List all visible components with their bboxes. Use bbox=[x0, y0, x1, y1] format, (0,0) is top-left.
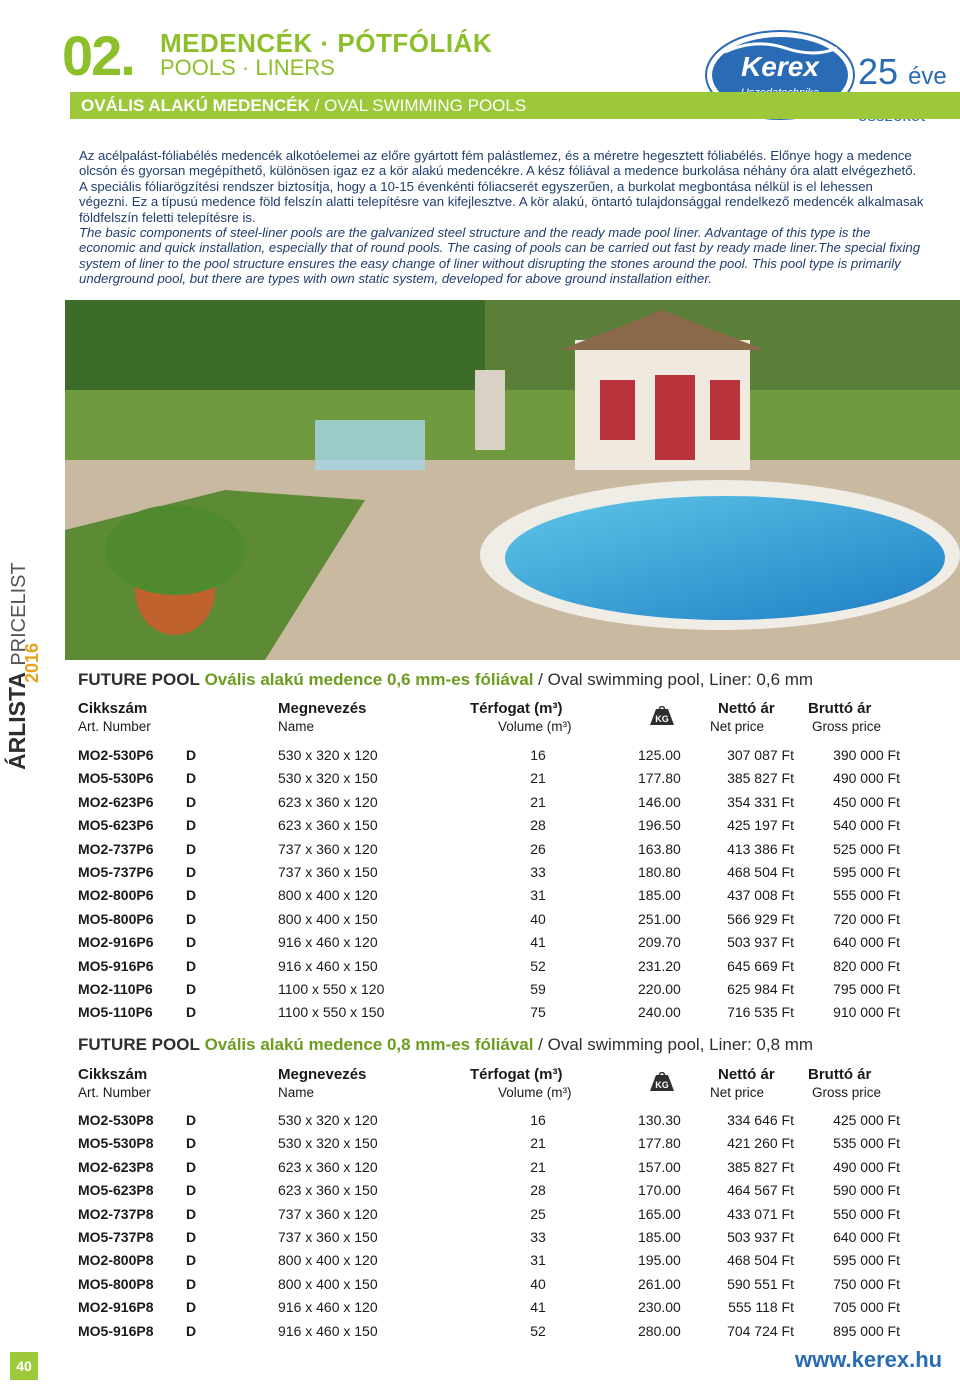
type-code: D bbox=[186, 957, 197, 974]
dimensions: 800 x 400 x 120 bbox=[278, 887, 378, 904]
net-price: 421 260 Ft bbox=[727, 1135, 794, 1152]
net-price: 503 937 Ft bbox=[727, 934, 794, 951]
gross-price: 490 000 Ft bbox=[833, 770, 900, 787]
weight: 240.00 bbox=[638, 1004, 681, 1021]
art-number: MO5-737P6 bbox=[78, 864, 154, 880]
art-number: MO5-800P8 bbox=[78, 1275, 154, 1292]
pool-photo bbox=[65, 300, 960, 660]
table-row bbox=[78, 1159, 908, 1182]
gross-price: 705 000 Ft bbox=[833, 1299, 900, 1316]
volume: 41 bbox=[530, 934, 546, 951]
net-price: 413 386 Ft bbox=[727, 840, 794, 857]
volume: 21 bbox=[530, 1158, 546, 1175]
dimensions: 1100 x 550 x 150 bbox=[278, 1004, 385, 1021]
volume: 16 bbox=[530, 747, 546, 763]
volume: 52 bbox=[530, 1322, 546, 1339]
dimensions: 1100 x 550 x 120 bbox=[278, 981, 385, 997]
art-number: MO2-530P8 bbox=[78, 1112, 154, 1128]
logo-brand: Kerex bbox=[741, 51, 819, 82]
net-price: 704 724 Ft bbox=[727, 1322, 794, 1339]
gross-price: 590 000 Ft bbox=[833, 1182, 900, 1199]
type-code: D bbox=[186, 1275, 197, 1292]
gross-price: 795 000 Ft bbox=[833, 981, 900, 997]
gross-price: 550 000 Ft bbox=[833, 1205, 900, 1222]
type-code: D bbox=[186, 1182, 197, 1199]
art-number: MO5-530P8 bbox=[78, 1135, 154, 1152]
table-row bbox=[78, 747, 908, 770]
type-code: D bbox=[186, 981, 197, 997]
dimensions: 800 x 400 x 120 bbox=[278, 1252, 378, 1269]
table-row bbox=[78, 1112, 908, 1135]
table-row bbox=[78, 770, 908, 793]
page-number: 40 bbox=[10, 1352, 38, 1380]
side-year: 2016 bbox=[22, 642, 42, 683]
weight: 185.00 bbox=[638, 1229, 681, 1245]
gross-price: 425 000 Ft bbox=[833, 1112, 900, 1128]
art-number: MO5-623P6 bbox=[78, 817, 154, 834]
table-row bbox=[78, 1182, 908, 1205]
weight: 165.00 bbox=[638, 1205, 681, 1222]
type-code: D bbox=[186, 887, 197, 904]
gross-price: 450 000 Ft bbox=[833, 793, 900, 810]
volume: 31 bbox=[530, 1252, 546, 1269]
net-price: 566 929 Ft bbox=[727, 910, 794, 927]
weight-icon bbox=[648, 1072, 676, 1092]
gross-price: 490 000 Ft bbox=[833, 1158, 900, 1175]
svg-text:KG: KG bbox=[655, 714, 669, 724]
volume: 28 bbox=[530, 1182, 546, 1199]
volume: 41 bbox=[530, 1299, 546, 1316]
volume: 40 bbox=[530, 1275, 546, 1292]
art-number: MO2-737P6 bbox=[78, 840, 154, 857]
type-code: D bbox=[186, 1205, 197, 1222]
category-bar-text: OVÁLIS ALAKÚ MEDENCÉK / OVAL SWIMMING POOLS bbox=[81, 96, 527, 115]
net-price: 385 827 Ft bbox=[727, 770, 794, 787]
type-code: D bbox=[186, 1229, 197, 1245]
type-code: D bbox=[186, 817, 197, 834]
weight: 163.80 bbox=[638, 840, 681, 857]
dimensions: 623 x 360 x 150 bbox=[278, 1182, 378, 1199]
net-price: 468 504 Ft bbox=[727, 1252, 794, 1269]
dimensions: 530 x 320 x 150 bbox=[278, 1135, 378, 1152]
dimensions: 737 x 360 x 120 bbox=[278, 1205, 378, 1222]
type-code: D bbox=[186, 840, 197, 857]
table-row bbox=[78, 1206, 908, 1229]
type-code: D bbox=[186, 1158, 197, 1175]
dimensions: 916 x 460 x 120 bbox=[278, 934, 378, 951]
net-price: 354 331 Ft bbox=[727, 793, 794, 810]
gross-price: 525 000 Ft bbox=[833, 840, 900, 857]
art-number: MO5-916P8 bbox=[78, 1322, 154, 1339]
table-row bbox=[78, 1276, 908, 1299]
weight: 196.50 bbox=[638, 817, 681, 834]
art-number: MO5-623P8 bbox=[78, 1182, 154, 1199]
dimensions: 530 x 320 x 150 bbox=[278, 770, 378, 787]
net-price: 464 567 Ft bbox=[727, 1182, 794, 1199]
table2-heading: FUTURE POOL Ovális alakú medence 0,8 mm-es fóliával / Oval swimming pool, Liner: 0,8 mm bbox=[78, 1035, 814, 1054]
side-arlista: ÁRLISTA bbox=[4, 672, 30, 770]
gross-price: 820 000 Ft bbox=[833, 957, 900, 974]
art-number: MO2-916P6 bbox=[78, 934, 154, 951]
art-number: MO2-110P6 bbox=[78, 981, 153, 997]
section-title-en: POOLS · LINERS bbox=[160, 55, 335, 80]
type-code: D bbox=[186, 770, 197, 787]
table1-header: Cikkszám Art. Number Megnevezés Name Térfogat (m³) Volume (m³) KG Nettó ár Net price Bruttó ár Gross price bbox=[78, 700, 882, 734]
net-price: 555 118 Ft bbox=[728, 1299, 794, 1316]
table-row bbox=[78, 1299, 908, 1322]
volume: 40 bbox=[530, 910, 546, 927]
table-row bbox=[78, 1252, 908, 1275]
volume: 25 bbox=[530, 1205, 546, 1222]
volume: 21 bbox=[530, 793, 546, 810]
weight: 209.70 bbox=[638, 934, 681, 951]
table-row bbox=[78, 794, 908, 817]
volume: 31 bbox=[530, 887, 546, 904]
dimensions: 530 x 320 x 120 bbox=[278, 1112, 378, 1128]
volume: 21 bbox=[530, 1135, 546, 1152]
weight-icon bbox=[648, 706, 676, 726]
weight: 231.20 bbox=[638, 957, 681, 974]
weight: 261.00 bbox=[638, 1275, 681, 1292]
weight: 251.00 bbox=[638, 910, 681, 927]
net-price: 433 071 Ft bbox=[727, 1205, 794, 1222]
dimensions: 530 x 320 x 120 bbox=[278, 747, 378, 763]
type-code: D bbox=[186, 747, 197, 763]
net-price: 307 087 Ft bbox=[727, 747, 794, 763]
dimensions: 623 x 360 x 150 bbox=[278, 817, 378, 834]
type-code: D bbox=[186, 1135, 197, 1152]
volume: 28 bbox=[530, 817, 546, 834]
weight: 146.00 bbox=[638, 793, 681, 810]
weight: 185.00 bbox=[638, 887, 681, 904]
net-price: 468 504 Ft bbox=[727, 864, 794, 880]
table-row bbox=[78, 864, 908, 887]
dimensions: 800 x 400 x 150 bbox=[278, 1275, 378, 1292]
dimensions: 800 x 400 x 150 bbox=[278, 910, 378, 927]
net-price: 503 937 Ft bbox=[727, 1229, 794, 1245]
gross-price: 555 000 Ft bbox=[833, 887, 900, 904]
volume: 52 bbox=[530, 957, 546, 974]
table-row bbox=[78, 958, 908, 981]
weight: 125.00 bbox=[638, 747, 681, 763]
section-number: 02. bbox=[62, 24, 134, 87]
weight: 220.00 bbox=[638, 981, 681, 997]
art-number: MO5-110P6 bbox=[78, 1004, 153, 1021]
net-price: 385 827 Ft bbox=[727, 1158, 794, 1175]
volume: 33 bbox=[530, 1229, 546, 1245]
anniversary bbox=[858, 51, 947, 92]
volume: 26 bbox=[530, 840, 546, 857]
gross-price: 540 000 Ft bbox=[833, 817, 900, 834]
table-row bbox=[78, 841, 908, 864]
art-number: MO2-916P8 bbox=[78, 1299, 154, 1316]
type-code: D bbox=[186, 1112, 197, 1128]
art-number: MO2-623P8 bbox=[78, 1158, 154, 1175]
art-number: MO2-530P6 bbox=[78, 747, 154, 763]
weight: 177.80 bbox=[638, 1135, 681, 1152]
weight: 157.00 bbox=[638, 1158, 681, 1175]
type-code: D bbox=[186, 793, 197, 810]
gross-price: 640 000 Ft bbox=[833, 934, 900, 951]
table-row bbox=[78, 934, 908, 957]
type-code: D bbox=[186, 1322, 197, 1339]
gross-price: 595 000 Ft bbox=[833, 1252, 900, 1269]
gross-price: 595 000 Ft bbox=[833, 864, 900, 880]
intro-en: The basic components of steel-liner pools are the galvanized steel structure and the ready made pool liner. Advantage of this type is the economic and quick installation, especially that of round pools. The casing of pools can be carried out fast by ready made liner.The special fixing system of liner to the pool structure ensures the easy change of liner without disrupting the stones around the pool. This pool type is primarily underground pool, but there are types with own static system, developed for above ground installation either. bbox=[79, 225, 921, 287]
art-number: MO5-737P8 bbox=[78, 1229, 154, 1245]
art-number: MO5-800P6 bbox=[78, 910, 154, 927]
svg-text:KG: KG bbox=[655, 1080, 669, 1090]
volume: 59 bbox=[530, 981, 546, 997]
art-number: MO2-737P8 bbox=[78, 1205, 154, 1222]
weight: 230.00 bbox=[638, 1299, 681, 1316]
table2-header: Cikkszám Art. Number Megnevezés Name Térfogat (m³) Volume (m³) KG Nettó ár Net price Bruttó ár Gross price bbox=[78, 1066, 882, 1100]
type-code: D bbox=[186, 1299, 197, 1316]
volume: 21 bbox=[530, 770, 546, 787]
weight: 195.00 bbox=[638, 1252, 681, 1269]
type-code: D bbox=[186, 864, 197, 880]
art-number: MO2-623P6 bbox=[78, 793, 154, 810]
dimensions: 916 x 460 x 150 bbox=[278, 957, 378, 974]
dimensions: 737 x 360 x 150 bbox=[278, 864, 378, 880]
art-number: MO5-530P6 bbox=[78, 770, 154, 787]
intro-text bbox=[79, 148, 925, 287]
volume: 75 bbox=[530, 1004, 546, 1021]
intro-hu: Az acélpalást-fóliabélés medencék alkotóelemei az előre gyártott fém palástlemez, és a méretre hegesztett fóliabélés. Előnye hogy a medence olcsón és gyorsan megépíthető, különösen igaz ez a kör alakú medencékre. A kész fóliával a medence burkolása néhány óra alatt elvégezhető. A speciális fóliarögzítési rendszer biztosítja, hogy a 10-15 évenkénti fóliacserét egyszerűen, a burkolat megbontása nélkül is el lehessen végezni. Ez a típusú medence föld felszín alatti telepítésre van kifejlesztve. A kör alakú, öntartó tulajdonsággal rendelkező medencék alkalmasak földfelszín feletti telepítésre is. bbox=[79, 148, 924, 225]
gross-price: 640 000 Ft bbox=[833, 1229, 900, 1245]
art-number: MO2-800P8 bbox=[78, 1252, 154, 1269]
dimensions: 623 x 360 x 120 bbox=[278, 793, 378, 810]
weight: 130.30 bbox=[638, 1112, 681, 1128]
dimensions: 737 x 360 x 150 bbox=[278, 1229, 378, 1245]
net-price: 716 535 Ft bbox=[727, 1004, 794, 1021]
table-row bbox=[78, 1323, 908, 1346]
net-price: 334 646 Ft bbox=[727, 1112, 794, 1128]
dimensions: 623 x 360 x 120 bbox=[278, 1158, 378, 1175]
net-price: 425 197 Ft bbox=[727, 817, 794, 834]
gross-price: 750 000 Ft bbox=[833, 1275, 900, 1292]
net-price: 625 984 Ft bbox=[727, 981, 794, 997]
table-row bbox=[78, 911, 908, 934]
gross-price: 535 000 Ft bbox=[833, 1135, 900, 1152]
gross-price: 910 000 Ft bbox=[833, 1004, 900, 1021]
net-price: 590 551 Ft bbox=[727, 1275, 794, 1292]
weight: 177.80 bbox=[638, 770, 681, 787]
net-price: 437 008 Ft bbox=[727, 887, 794, 904]
dimensions: 737 x 360 x 120 bbox=[278, 840, 378, 857]
section-title-hu: MEDENCÉK · PÓTFÓLIÁK bbox=[160, 28, 493, 58]
weight: 180.80 bbox=[638, 864, 681, 880]
table-row bbox=[78, 981, 908, 1004]
volume: 33 bbox=[530, 864, 546, 880]
art-number: MO2-800P6 bbox=[78, 887, 154, 904]
table-row bbox=[78, 1229, 908, 1252]
table-row bbox=[78, 817, 908, 840]
dimensions: 916 x 460 x 120 bbox=[278, 1299, 378, 1316]
table-row bbox=[78, 887, 908, 910]
anniversary-word: éve bbox=[908, 63, 947, 90]
type-code: D bbox=[186, 910, 197, 927]
website-link[interactable]: www.kerex.hu bbox=[795, 1347, 943, 1372]
type-code: D bbox=[186, 934, 197, 951]
type-code: D bbox=[186, 1252, 197, 1269]
weight: 280.00 bbox=[638, 1322, 681, 1339]
table-row bbox=[78, 1004, 908, 1027]
table-row bbox=[78, 1135, 908, 1158]
net-price: 645 669 Ft bbox=[727, 957, 794, 974]
type-code: D bbox=[186, 1004, 197, 1021]
gross-price: 720 000 Ft bbox=[833, 910, 900, 927]
art-number: MO5-916P6 bbox=[78, 957, 154, 974]
anniversary-years: 25 bbox=[858, 51, 899, 92]
weight: 170.00 bbox=[638, 1182, 681, 1199]
gross-price: 390 000 Ft bbox=[833, 747, 900, 763]
table1-heading: FUTURE POOL Ovális alakú medence 0,6 mm-es fóliával / Oval swimming pool, Liner: 0,6 mm bbox=[78, 670, 814, 689]
volume: 16 bbox=[530, 1112, 546, 1128]
side-pricelist: PRICELIST bbox=[8, 562, 30, 666]
gross-price: 895 000 Ft bbox=[833, 1322, 900, 1339]
dimensions: 916 x 460 x 150 bbox=[278, 1322, 378, 1339]
